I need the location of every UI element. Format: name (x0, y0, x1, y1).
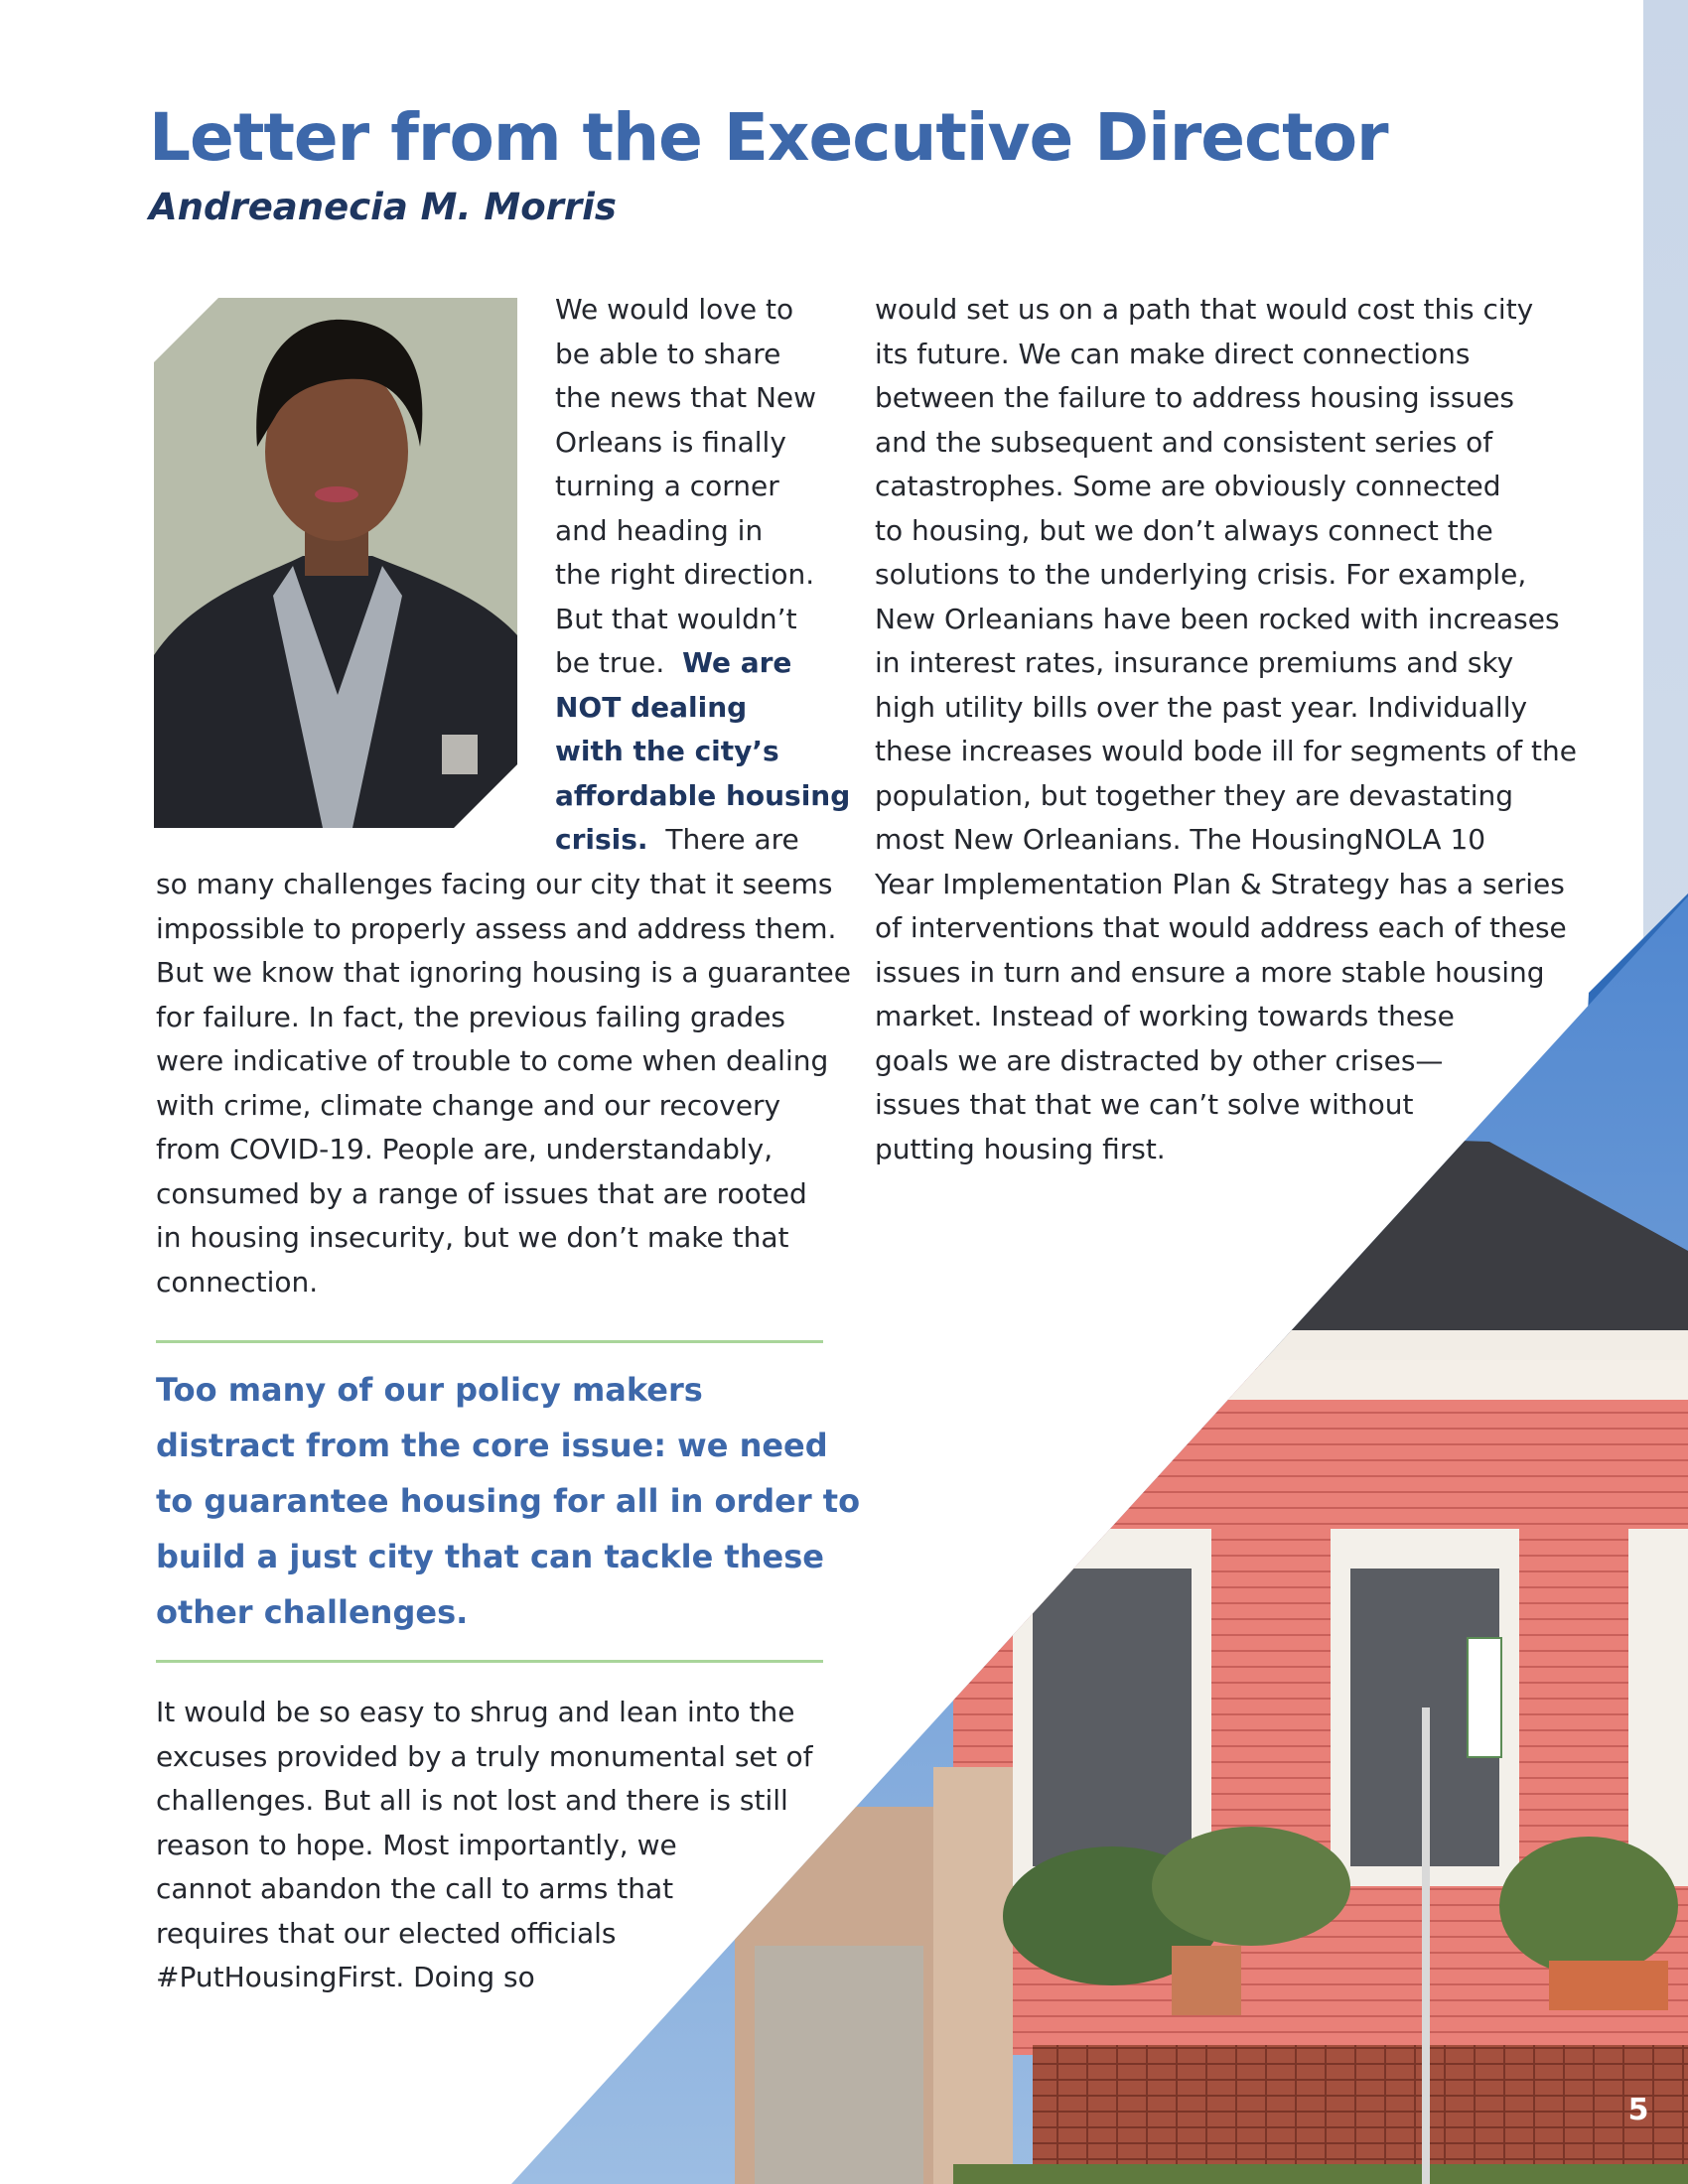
text-line: in interest rates, insurance premiums and sky (875, 646, 1514, 679)
emphasis-line: affordable housing (555, 778, 851, 812)
pull-quote-line: other challenges. (156, 1593, 469, 1631)
text-line: most New Orleanians. The HousingNOLA 10 (875, 823, 1486, 856)
text-line (555, 641, 850, 686)
pull-quote (156, 1362, 860, 1640)
right-column-paragraph (875, 288, 1577, 1171)
pull-quote-top-rule (156, 1340, 823, 1343)
text-line: We would love to (555, 293, 794, 326)
emphasis-line: NOT dealing (555, 690, 748, 724)
director-portrait (154, 298, 517, 828)
text-line: issues that that we can’t solve without (875, 1088, 1414, 1121)
text-line: solutions to the underlying crisis. For example, (875, 558, 1527, 591)
text-line: would set us on a path that would cost this city (875, 293, 1534, 326)
author-name: Andreanecia M. Morris (149, 186, 617, 228)
text-line: issues in turn and ensure a more stable housing (875, 955, 1545, 989)
emphasis-text: crisis. (555, 823, 648, 856)
text-line: catastrophes. Some are obviously connected (875, 470, 1501, 502)
pull-quote-line: Too many of our policy makers (156, 1371, 703, 1409)
text-line: excuses provided by a truly monumental set of (156, 1739, 813, 1773)
page-title: Letter from the Executive Director (149, 99, 1388, 176)
text-line: challenges. But all is not lost and there is still (156, 1784, 788, 1817)
pull-quote-line: build a just city that can tackle these (156, 1538, 824, 1575)
intro-paragraph-wide (156, 863, 851, 1304)
text-line: these increases would bode ill for segments of the (875, 735, 1577, 767)
text-line: were indicative of trouble to come when dealing (156, 1044, 829, 1077)
emphasis-line: with the city’s (555, 735, 779, 767)
text-line: #PutHousingFirst. Doing so (156, 1961, 535, 1993)
text-line: between the failure to address housing issues (875, 381, 1515, 414)
text-line: But we know that ignoring housing is a guarantee (156, 956, 851, 989)
intro-paragraph-narrow (555, 288, 850, 863)
text-line: population, but together they are devastating (875, 778, 1514, 812)
text-line: Year Implementation Plan & Strategy has a series (875, 867, 1565, 900)
text-line: with crime, climate change and our recovery (156, 1088, 781, 1122)
text-line: It would be so easy to shrug and lean into the (156, 1696, 795, 1728)
text-line: in housing insecurity, but we don’t make that (156, 1221, 789, 1254)
page-number: 5 (1627, 2093, 1649, 2127)
text-line: its future. We can make direct connections (875, 337, 1471, 370)
text-line: requires that our elected officials (156, 1916, 617, 1950)
text-line: market. Instead of working towards these (875, 1000, 1455, 1032)
text-line: Orleans is finally (555, 425, 786, 459)
text-line: impossible to properly assess and address them. (156, 911, 837, 945)
text-line: for failure. In fact, the previous failing grades (156, 1000, 786, 1033)
text-line: putting housing first. (875, 1132, 1166, 1165)
pull-quote-bottom-rule (156, 1660, 823, 1663)
text-line: reason to hope. Most importantly, we (156, 1828, 677, 1861)
text-line: goals we are distracted by other crises— (875, 1043, 1444, 1077)
text-line (555, 818, 850, 863)
text-line: the right direction. (555, 558, 815, 591)
closing-paragraph (156, 1691, 813, 2000)
text-line: But that wouldn’t (555, 602, 797, 635)
text-line: New Orleanians have been rocked with increases (875, 602, 1560, 635)
text-line: turning a corner (555, 470, 779, 502)
text-line: to housing, but we don’t always connect the (875, 513, 1493, 547)
text-plain: be true. (555, 646, 683, 679)
emphasis-text: We are (682, 646, 792, 679)
text-line: and heading in (555, 513, 764, 547)
text-line: so many challenges facing our city that it seems (156, 868, 833, 900)
text-line: from COVID-19. People are, understandably, (156, 1133, 774, 1165)
text-line: of interventions that would address each of these (875, 911, 1567, 944)
text-line: and the subsequent and consistent series of (875, 425, 1493, 459)
text-plain: There are (647, 823, 799, 856)
text-line: connection. (156, 1265, 319, 1298)
pull-quote-line: distract from the core issue: we need (156, 1427, 828, 1464)
text-line: high utility bills over the past year. Individually (875, 690, 1528, 724)
pull-quote-line: to guarantee housing for all in order to (156, 1482, 861, 1520)
text-line: the news that New (555, 381, 817, 414)
text-line: consumed by a range of issues that are rooted (156, 1176, 807, 1210)
text-line: be able to share (555, 337, 781, 370)
text-line: cannot abandon the call to arms that (156, 1872, 674, 1905)
